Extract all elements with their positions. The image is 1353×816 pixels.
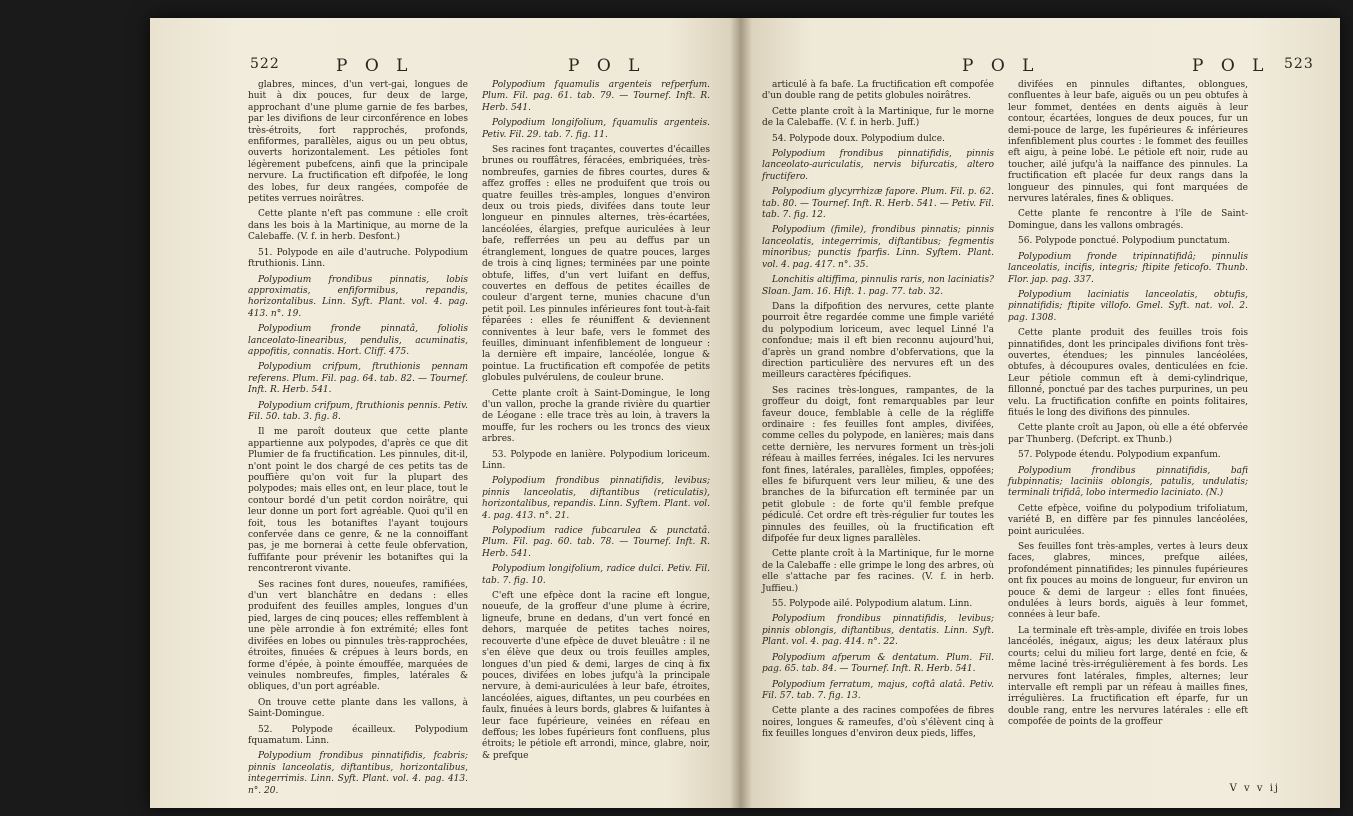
citation-paragraph: Polypodium frondibus pinnatis, lobis approximatis, enfiformibus, repandis, horizontalibus. Linn. Syft. Plant. vol. 4. pag. 413. n°. 19. [248,274,468,319]
left-page [150,18,740,808]
text-paragraph: Cette plante n'eft pas commune : elle croît dans les bois à la Martinique, au morne de la Calebaffe. (V. f. in herb. Desfont.) [248,209,468,243]
running-head-left-2: P O L [568,56,646,76]
running-head-right-2: P O L [1192,56,1270,76]
text-paragraph: Cette plante croît à Saint-Domingue, le long d'un vallon, proche la grande rivière du quartier de Léogane : elle trace très au loin, à travers la mouffe, fur les rochers ou les troncs des vieux arbres. [482,388,710,445]
entry-heading: 53. Polypode en lanière. Polypodium loriceum. Linn. [482,449,710,471]
page-number-right: 523 [1284,56,1314,72]
text-paragraph: Ses racines très-longues, rampantes, de la groffeur du doigt, font remarquables par leur faveur douce, femblable à celle de la régliffe ordinaire : fes feuilles font amples, divifées, comme celles du polypode, en lanières; mais dans cette dernière, les nervures forment un très-joli réfeau à mailles ferrées, inégales. Ici les nervures font fines, latérales, parallèles, fimples, oppofées; elles fe bifurquent vers leur milieu, & une des branches de la bifurcation eft terminée par un petit globule : de forte qu'il femble prefque pédiculé. Cet ordre eft très-régulier fur toutes les pinnules des feuilles, où la fructification eft difpofée fur deux lignes parallèles. [762,385,994,545]
text-paragraph: Ses racines font dures, noueufes, ramifiées, d'un vert blanchâtre en dedans : elles produifent des feuilles amples, longues d'un pied, larges de cinq pouces; elles reffemblent à une pèle arrondie à fon extrémité; elles font divifées en lobes ou pinnules très-rapprochées, étroites, finuées & crépues à leurs bords, en forme d'épée, à pointe émouffée, marquées de veinules nombreufes, fimples, latérales & obliques, d'un port agréable. [248,579,468,693]
citation-paragraph: Polypodium crifpum, ftruthionis pennam referens. Plum. Fil. pag. 64. tab. 82. — Tournef. Inft. R. Herb. 541. [248,362,468,396]
text-paragraph: Dans la difpofition des nervures, cette plante pourroit être regardée comme une fimple variété du polypodium loriceum, avec lequel Linné l'a confondue; mais il eft bien reconnu aujourd'hui, d'après un grand nombre d'obfervations, que la direction particulière des nervures eft un des meilleurs caractères fpécifiques. [762,301,994,381]
text-paragraph: C'eft une efpèce dont la racine eft longue, noueufe, de la groffeur d'une plume à écrire, ligneufe, brune en dedans, d'un vert foncé en dehors, marquée de petites taches noires, recouverte d'une efpèce de duvet bleuâtre : il ne s'en élève que deux ou trois feuilles amples, longues d'un pied & demi, larges de cinq à fix pouces, divifées en lobes jufqu'à la principale nervure, à demi-auriculées à leur bafe, étroites, lancéolées, aigues, diftantes, un peu courbées en faulx, finuées à leurs bords, glabres & luifantes à leur face fupérieure, veinées en réfeau en deffous; les lobes fupérieurs font confluens, plus étroits; le pétiole eft arrondi, mince, glabre, noir, & prefque [482,591,710,761]
citation-paragraph: Polypodium crifpum, ftruthionis pennis. Petiv. Fil. 50. tab. 3. fig. 8. [248,400,468,422]
page-number-left: 522 [250,56,280,72]
entry-heading: 54. Polypode doux. Polypodium dulce. [772,133,945,144]
citation-paragraph: Polypodium glycyrrhizæ fapore. Plum. Fil. p. 62. tab. 80. — Tournef. Inft. R. Herb. 541. — Petiv. Fil. tab. 7. fig. 12. [762,187,994,221]
text-paragraph: Cette efpèce, voifine du polypodium trifoliatum, variété B, en diffère par fes pinnules lancéolées, point auriculées. [1008,503,1248,537]
right-page [740,18,1340,808]
text-paragraph: Ses feuilles font très-amples, vertes à leurs deux faces, glabres, minces, prefque ailées, profondément pinnatifides; les pinnules fupérieures ont fix pouces au moins de longueur, fur environ un pouce & demi de largeur : elles font finuées, ondulées à leurs bords, aiguës à leur fommet, connées à leur bafe. [1008,542,1248,621]
text-paragraph: Cette plante croît à la Martinique, fur le morne de la Calebaffe. (V. f. in herb. Juff.) [762,106,994,129]
citation-paragraph: Polypodium frondibus pinnatifidis, levibus; pinnis oblongis, diftantibus, dentatis. Linn. Syft. Plant. vol. 4. pag. 414. n°. 22. [762,614,994,648]
left-column-2 [482,80,710,766]
citation-paragraph: Polypodium fronde tripinnatifidâ; pinnulis lanceolatis, incifis, integris; ftipite feticofo. Thunb. Flor. jap. pag. 337. [1008,251,1248,285]
text-paragraph: Cette plante croît au Japon, où elle a été obfervée par Thunberg. (Defcript. ex Thunb.) [1008,423,1248,445]
citation-paragraph: Polypodium afperum & dentatum. Plum. Fil. pag. 65. tab. 84. — Tournef. Inft. R. Herb. 541. [762,652,994,675]
text-paragraph: Cette plante a des racines compofées de fibres noires, longues & rameufes, d'où s'élèvent cinq à fix feuilles longues d'environ deux pieds, liffes, [762,706,994,740]
right-column-2 [1008,80,1248,733]
citation-paragraph: Polypodium radice fubcarulea & punctatâ. Plum. Fil. pag. 60. tab. 78. — Tournef. Inft. R. Herb. 541. [482,526,710,559]
text-paragraph: Il me paroît douteux que cette plante appartienne aux polypodes, d'après ce que dit Plumier de fa fructification. Les pinnules, dit-il, n'ont point le dos chargé de ces petits tas de pouffière qu'on voit fur la plupart des polypodes; mais elles ont, en leur place, tout le contour bordé d'un petit cordon noirâtre, qui leur donne un port fort agréable. Quoi qu'il en foit, tous les botaniftes l'ayant toujours confervée dans ce genre, & ne la connoiffant pas, je me bornerai à cette feule obfervation, fuffifante pour prévenir les botaniftes qui la rencontreront vivante. [248,427,468,575]
running-head-right-1: P O L [962,56,1040,76]
citation-paragraph: Polypodium laciniatis lanceolatis, obtufis, pinnatifidis; ftipite villofo. Gmel. Syft. nat. vol. 2. pag. 1308. [1008,289,1248,323]
text-paragraph: articulé à fa bafe. La fructification eft compofée d'un double rang de petits globules noirâtres. [762,80,994,102]
citation-paragraph: Polypodium fronde pinnatâ, foliolis lanceolato-linearibus, pendulis, acuminatis, appofitis, connatis. Hort. Cliff. 475. [248,324,468,357]
book-gutter [730,18,752,808]
text-paragraph: Ses racines font traçantes, couvertes d'écailles brunes ou rouffâtres, féracées, embriquées, très-nombreufes, garnies de fibres courtes, dures & affez groffes : elles ne produifent que trois ou quatre feuilles très-amples, longues d'environ deux ou trois pieds, divifées dans toute leur longueur en pinnules alternes, très-écartées, lancéolées, élargies, prefque auriculées à leur bafe, refferrées un peu au deffus par un étranglement, longues de quatre pouces, larges de trois à cinq lignes; terminées par une pointe obtufe, liffes, d'un vert luifant en deffus, couvertes en deffous de petites écailles de couleur d'argent terne, munies chacune d'un petit poil. Les pinnules inférieures font tout-à-fait féparées : elles fe réuniffent & deviennent conniventes à leur bafe, vers le fommet des feuilles, diminuant infenfiblement de longueur : la dernière eft impaire, lancéolée, longue & pointue. La fructification eft compofée de petits globules pulvérulens, de couleur brune. [482,145,710,384]
text-paragraph: On trouve cette plante dans les vallons, à Saint-Domingue. [248,697,468,720]
text-paragraph: Cette plante fe rencontre à l'île de Saint-Domingue, dans les vallons ombragés. [1008,209,1248,231]
text-paragraph: divifées en pinnules diftantes, oblongues, confluentes à leur bafe, aiguës ou un peu obtufes à leur fommet, dentées en dents aiguës à leur contour, écartées, longues de deux pouces, fur un demi-pouce de large, les fupérieures & inférieures infenfiblement plus courtes : le fommet des feuilles eft aigu, à peine lobé. Le pétiole eft noir, rude au toucher, ailé jufqu'à la naiffance des pinnules. La fructification eft placée fur deux rangs dans la longueur des pinnules, qui font marquées de nervures latérales, fines & obliques. [1008,80,1248,205]
entry-heading: 55. Polypode ailé. Polypodium alatum. Linn. [772,599,973,610]
citation-paragraph: Polypodium (fimile), frondibus pinnatis; pinnis lanceolatis, integerrimis, diftantibus; fegmentis minoribus; punctis fparfis. Linn. Syftem. Plant. vol. 4. pag. 417. n°. 35. [762,225,994,270]
entry-heading: 51. Polypode en aile d'autruche. Polypodium ftruthionis. Linn. [248,247,468,270]
citation-paragraph: Polypodium longifolium, fquamulis argenteis. Petiv. Fil. 29. tab. 7. fig. 11. [482,118,710,140]
citation-paragraph: Polypodium fquamulis argenteis refperfum. Plum. Fil. pag. 61. tab. 79. — Tournef. Inft. R. Herb. 541. [482,80,710,113]
book-spread [150,18,1340,808]
citation-paragraph: Polypodium frondibus pinnatifidis, fcabris; pinnis lanceolatis, diftantibus, horizontalibus, integerrimis. Linn. Syft. Plant. vol. 4. pag. 413. n°. 20. [248,751,468,796]
running-head-left-1: P O L [336,56,414,76]
entry-heading: 57. Polypode étendu. Polypodium expanfum. [1018,450,1221,461]
entry-heading: 52. Polypode écailleux. Polypodium fquamatum. Linn. [248,724,468,746]
entry-heading: 56. Polypode ponctué. Polypodium punctatum. [1018,236,1231,247]
citation-paragraph: Lonchitis altiffima, pinnulis raris, non laciniatis? Sloan. Jam. 16. Hift. 1. pag. 77. tab. 32. [762,275,994,297]
text-paragraph: Cette plante croît à la Martinique, fur le morne de la Calebaffe : elle grimpe le long des arbres, où elle s'attache par fes racines. (V. f. in herb. Juffieu.) [762,549,994,594]
citation-paragraph: Polypodium longifolium, radice dulci. Petiv. Fil. tab. 7. fig. 10. [482,564,710,586]
citation-paragraph: Polypodium frondibus pinnatifidis, levibus; pinnis lanceolatis, diftantibus (reticulatis), horizontalibus, repandis. Linn. Syftem. Plant. vol. 4. pag. 413. n°. 21. [482,476,710,521]
right-column-1 [762,80,994,745]
text-paragraph: glabres, minces, d'un vert-gai, longues de huit à dix pouces, fur deux de large, approchant d'une plume garnie de fes barbes, par les divifions de leur circonférence en lobes très-étroits, fort rapprochés, profonds, enfiformes, parallèles, aigus ou un peu obtus, ouverts horizontalement. Les pétioles font légèrement pubefcens, ainfi que la principale nervure. La fructification eft difpofée, le long des lobes, fur deux rangées, compofée de petites verrues noirâtres. [248,80,468,205]
citation-paragraph: Polypodium frondibus pinnatifidis, bafi fubpinnatis; laciniis oblongis, patulis, undulatis; terminali trifidâ, lobo intermedio laciniato. (N.) [1008,465,1248,499]
citation-paragraph: Polypodium ferratum, majus, coftâ alatâ. Petiv. Fil. 57. tab. 7. fig. 13. [762,679,994,701]
text-paragraph: Cette plante produit des feuilles trois fois pinnatifides, dont les principales divifions font très-ouvertes, étendues; les pinnules lancéolées, obtufes, à découpures ovales, denticulées en fcie. Leur pétiole commun eft à demi-cylindrique, fillonné, ponctué par des taches purpurines, un peu velu. La fructification confifte en points folitaires, fitués le long des divifions des pinnules. [1008,328,1248,418]
text-paragraph: La terminale eft très-ample, divifée en trois lobes lancéolés, inégaux, aigus; les deux latéraux plus courts; celui du milieu fort large, denté en fcie, & même laciné très-irrégulièrement à fes bords. Les nervures font latérales, fimples, alternes; leur intervalle eft rempli par un réfeau à mailles fines, irrégulières. La fructification eft éparfe, fur un double rang, entre les nervures latérales : elle eft compofée de points de la groffeur [1008,625,1248,728]
citation-paragraph: Polypodium frondibus pinnatifidis, pinnis lanceolato-auriculatis, nervis bifurcatis, altero fructifero. [762,149,994,182]
signature-mark: V v v ij [1229,783,1280,794]
left-column-1 [248,80,468,801]
